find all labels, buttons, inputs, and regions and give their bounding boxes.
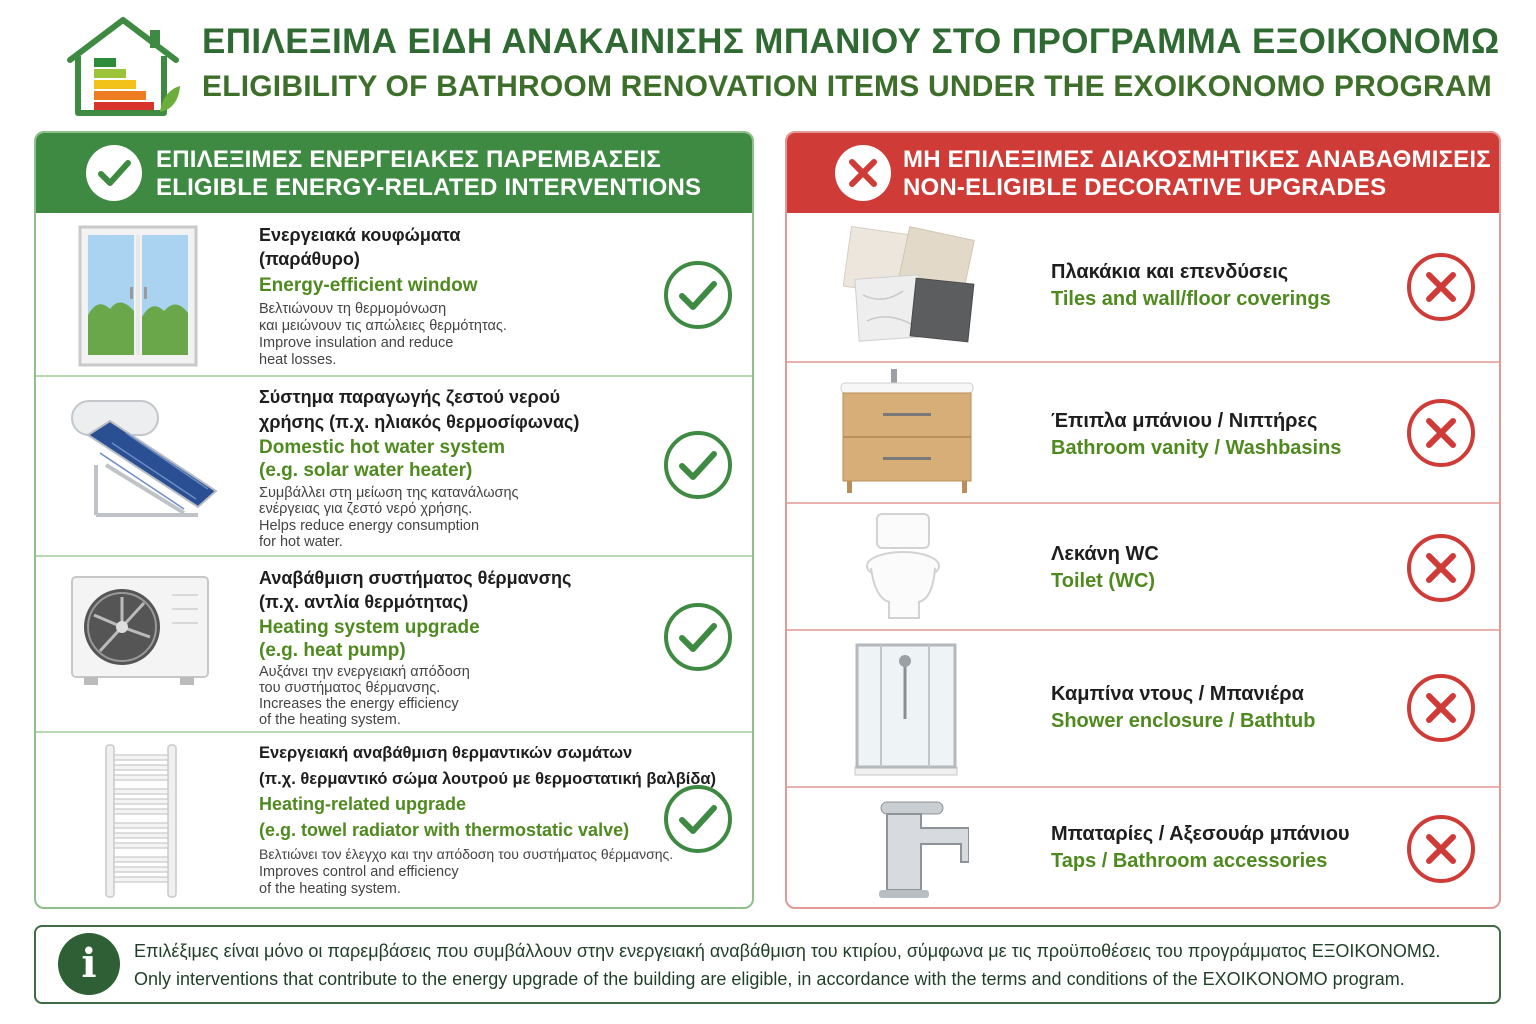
item-title-greek: Καμπίνα ντους / Μπανιέρα <box>1051 683 1304 705</box>
towel-radiator-image <box>100 743 184 899</box>
item-title-greek-2: χρήσης (π.χ. ηλιακός θερμοσίφωνας) <box>259 412 580 432</box>
item-title-english-2: (e.g. solar water heater) <box>259 460 473 481</box>
item-desc-english-2: of the heating system. <box>259 712 401 728</box>
non-eligible-panel-header <box>787 133 1499 213</box>
item-title-english: Bathroom vanity / Washbasins <box>1051 437 1342 459</box>
item-title-english: Toilet (WC) <box>1051 570 1156 592</box>
check-circle-icon <box>664 785 732 853</box>
item-title-greek-2: (π.χ. θερμαντικό σώμα λουτρού με θερμοστατική βαλβίδα) <box>259 770 717 788</box>
item-title-greek: Αναβάθμιση συστήματος θέρμανσης <box>259 568 572 588</box>
non-eligible-item-vanity <box>787 363 1499 504</box>
item-title-english: Shower enclosure / Bathtub <box>1051 710 1316 732</box>
check-circle-icon <box>664 603 732 671</box>
page-title-greek: ΕΠΙΛΕΞΙΜΑ ΕΙΔΗ ΑΝΑΚΑΙΝΙΣΗΣ ΜΠΑΝΙΟΥ ΣΤΟ ΠΡΟΓΡΑΜΜΑ ΕΞΟΙΚΟΝΟΜΩ <box>202 22 1500 61</box>
item-title-english: Heating-related upgrade <box>259 794 467 814</box>
item-desc-greek-2: και μειώνουν τις απώλειες θερμότητας. <box>259 318 507 334</box>
footer-text-greek: Επιλέξιμες είναι μόνο οι παρεμβάσεις που συμβάλλουν στην ενεργειακή αναβάθμιση του κτιρίου, σύμφωνα με τις προϋποθέσεις του προγράμματος ΕΞΟΙΚΟΝΟΜΩ. <box>134 941 1441 961</box>
eligible-heading-greek: ΕΠΙΛΕΞΙΜΕΣ ΕΝΕΡΓΕΙΑΚΕΣ ΠΑΡΕΜΒΑΣΕΙΣ <box>156 146 662 173</box>
non-eligible-item-shower <box>787 631 1499 788</box>
item-title-english: Tiles and wall/floor coverings <box>1051 288 1331 310</box>
item-desc-greek-2: του συστήματος θέρμανσης. <box>259 680 441 696</box>
info-icon: i <box>58 933 120 995</box>
eligible-item-heat-pump <box>36 557 752 733</box>
check-circle-icon <box>664 261 732 329</box>
x-circle-icon <box>1407 534 1475 602</box>
item-desc-english: Improve insulation and reduce <box>259 335 454 351</box>
non-eligible-heading-greek: ΜΗ ΕΠΙΛΕΞΙΜΕΣ ΔΙΑΚΟΣΜΗΤΙΚΕΣ ΑΝΑΒΑΘΜΙΣΕΙΣ <box>903 146 1491 173</box>
item-desc-english: Helps reduce energy consumption <box>259 518 480 534</box>
page-header <box>0 0 1536 128</box>
item-desc-greek: Βελτιώνουν τη θερμομόνωση <box>259 301 447 317</box>
eligible-item-solar-water-heater <box>36 377 752 557</box>
non-eligible-panel <box>785 131 1501 909</box>
house-energy-logo-icon <box>64 16 182 118</box>
eligible-item-towel-radiator <box>36 733 752 909</box>
check-circle-icon <box>664 431 732 499</box>
item-desc-english-2: heat losses. <box>259 352 337 368</box>
non-eligible-item-taps <box>787 788 1499 909</box>
x-circle-icon <box>1407 674 1475 742</box>
toilet-image <box>863 510 943 624</box>
item-desc-english-2: for hot water. <box>259 534 343 550</box>
item-title-greek: Ενεργειακή αναβάθμιση θερμαντικών σωμάτων <box>259 744 633 762</box>
item-desc-english: Increases the energy efficiency <box>259 696 459 712</box>
heat-pump-image <box>70 575 212 687</box>
item-title-greek: Έπιπλα μπάνιου / Νιπτήρες <box>1051 410 1318 432</box>
footer-text-english: Only interventions that contribute to the energy upgrade of the building are eligible, in accordance with the terms and conditions of the EXOIKONOMO program. <box>134 969 1405 989</box>
page-title-english: ELIGIBILITY OF BATHROOM RENOVATION ITEMS UNDER THE EXOIKONOMO PROGRAM <box>202 70 1492 103</box>
tap-image <box>869 798 969 900</box>
item-title-english: Taps / Bathroom accessories <box>1051 850 1328 872</box>
item-desc-greek-2: ενέργειας για ζεστό νερό χρήσης. <box>259 501 473 517</box>
item-desc-english-2: of the heating system. <box>259 881 401 897</box>
item-desc-greek: Βελτιώνει τον έλεγχο και την απόδοση του συστήματος θέρμανσης. <box>259 846 674 862</box>
info-footer <box>34 925 1501 1004</box>
item-title-greek-2: (π.χ. αντλία θερμότητας) <box>259 592 469 612</box>
non-eligible-item-tiles <box>787 213 1499 363</box>
bathroom-vanity-image <box>837 367 977 497</box>
eligible-item-window <box>36 213 752 377</box>
item-title-greek: Λεκάνη WC <box>1051 543 1159 565</box>
x-circle-icon <box>835 145 891 201</box>
item-title-english: Heating system upgrade <box>259 617 480 638</box>
item-title-greek: Ενεργειακά κουφώματα <box>259 225 461 245</box>
solar-water-heater-image <box>66 395 218 531</box>
item-title-greek-2: (παράθυρο) <box>259 249 360 269</box>
x-circle-icon <box>1407 815 1475 883</box>
item-title-english-2: (e.g. heat pump) <box>259 640 406 661</box>
eligible-panel-header <box>36 133 752 213</box>
item-desc-english: Improves control and efficiency <box>259 864 459 880</box>
item-title-english-2: (e.g. towel radiator with thermostatic valve) <box>259 820 630 840</box>
non-eligible-heading-english: NON-ELIGIBLE DECORATIVE UPGRADES <box>903 174 1387 201</box>
check-circle-icon <box>86 145 142 201</box>
window-image <box>78 225 198 367</box>
shower-enclosure-image <box>851 639 961 779</box>
tiles-image <box>843 225 979 351</box>
item-title-greek: Πλακάκια και επενδύσεις <box>1051 261 1289 283</box>
item-title-greek: Μπαταρίες / Αξεσουάρ μπάνιου <box>1051 823 1350 845</box>
item-title-english: Domestic hot water system <box>259 437 506 458</box>
non-eligible-item-toilet <box>787 504 1499 631</box>
item-desc-greek: Συμβάλλει στη μείωση της κατανάλωσης <box>259 485 519 501</box>
item-title-greek: Σύστημα παραγωγής ζεστού νερού <box>259 387 561 407</box>
x-circle-icon <box>1407 399 1475 467</box>
item-desc-greek: Αυξάνει την ενεργειακή απόδοση <box>259 664 470 680</box>
eligible-panel <box>34 131 754 909</box>
item-title-english: Energy-efficient window <box>259 275 478 296</box>
eligible-heading-english: ELIGIBLE ENERGY-RELATED INTERVENTIONS <box>156 174 702 201</box>
x-circle-icon <box>1407 253 1475 321</box>
